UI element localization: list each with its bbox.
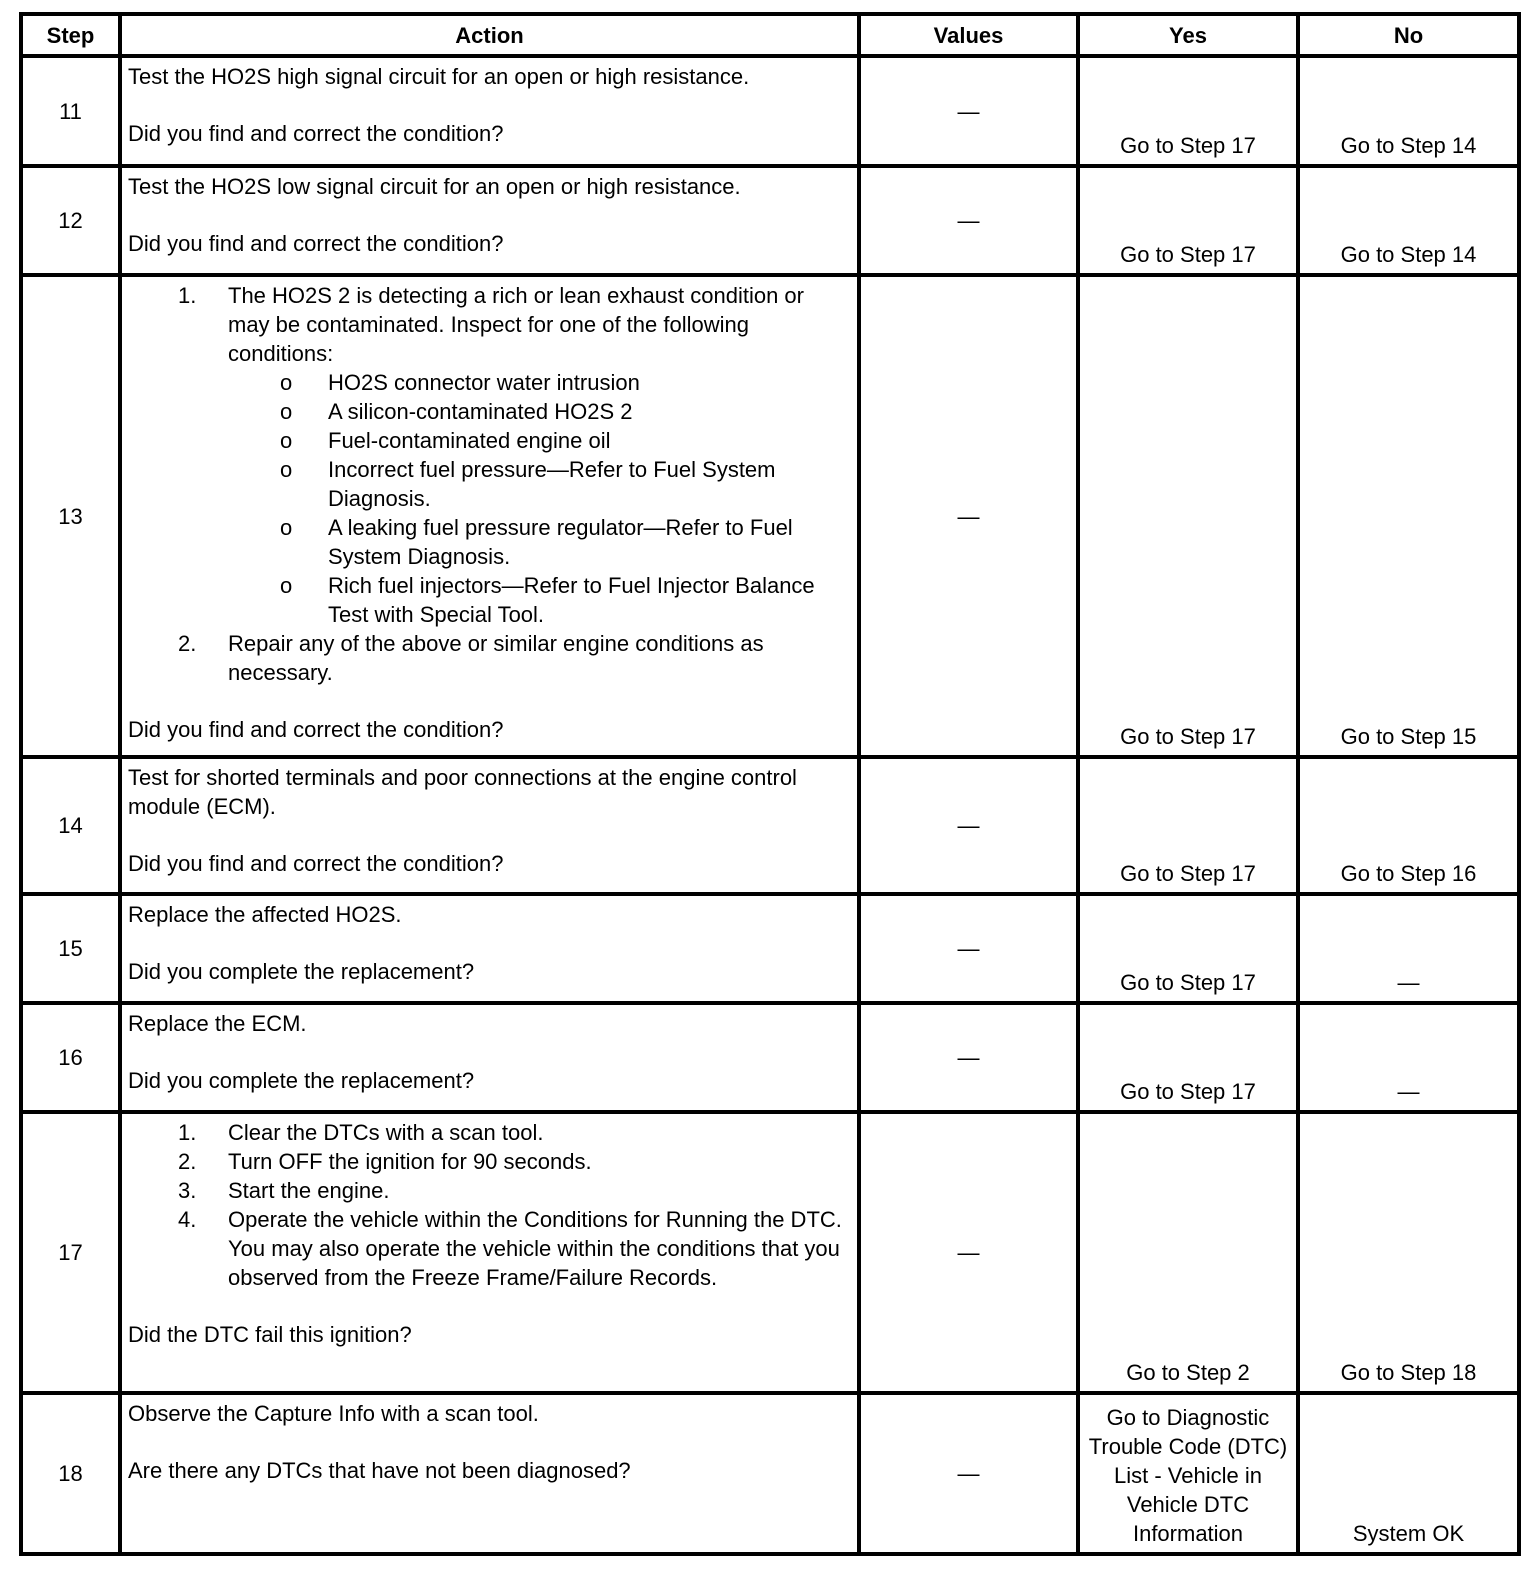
table-row [21, 1112, 1519, 1393]
yes-cell: Go to Step 17 [1078, 56, 1298, 166]
bullet-item [280, 455, 851, 513]
bullet-text: HO2S connector water intrusion [328, 370, 640, 395]
table-row [21, 894, 1519, 1003]
step-number: 13 [21, 275, 120, 757]
values-cell: — [859, 56, 1078, 166]
action-cell [120, 1112, 859, 1393]
yes-cell: Go to Step 17 [1078, 166, 1298, 275]
bullet-marker: o [280, 370, 293, 395]
numbered-list [128, 281, 851, 687]
header-values: Values [859, 14, 1078, 56]
list-number: 1. [178, 1120, 197, 1145]
action-question: Did you find and correct the condition? [128, 231, 504, 256]
list-item [178, 1176, 851, 1205]
list-number: 3. [178, 1178, 197, 1203]
values-cell: — [859, 1003, 1078, 1112]
no-cell: Go to Step 18 [1298, 1112, 1519, 1393]
bullet-marker: o [280, 573, 293, 598]
bullet-marker: o [280, 399, 293, 424]
action-text: Test for shorted terminals and poor connections at the engine control module (ECM). [128, 765, 797, 819]
list-number: 4. [178, 1207, 197, 1232]
table-row [21, 166, 1519, 275]
action-question: Did you find and correct the condition? [128, 717, 504, 742]
action-question: Did you find and correct the condition? [128, 851, 504, 876]
table-row [21, 1393, 1519, 1554]
action-text: Test the HO2S low signal circuit for an open or high resistance. [128, 174, 741, 199]
values-cell: — [859, 894, 1078, 1003]
bullet-item [280, 397, 851, 426]
yes-cell: Go to Diagnostic Trouble Code (DTC) List - Vehicle in Vehicle DTC Information [1078, 1393, 1298, 1554]
diagnostic-table [19, 12, 1521, 1556]
action-text: Test the HO2S high signal circuit for an open or high resistance. [128, 64, 750, 89]
action-question: Did the DTC fail this ignition? [128, 1322, 412, 1347]
step-number: 18 [21, 1393, 120, 1554]
header-step: Step [21, 14, 120, 56]
action-cell [120, 894, 859, 1003]
no-cell: Go to Step 14 [1298, 166, 1519, 275]
action-question: Did you complete the replacement? [128, 1068, 475, 1093]
table-row [21, 757, 1519, 894]
action-cell [120, 166, 859, 275]
bullet-text: A leaking fuel pressure regulator—Refer to Fuel System Diagnosis. [328, 515, 793, 569]
no-cell: Go to Step 16 [1298, 757, 1519, 894]
action-cell [120, 275, 859, 757]
action-text: Observe the Capture Info with a scan tool. [128, 1401, 539, 1426]
action-question: Are there any DTCs that have not been diagnosed? [128, 1458, 631, 1483]
yes-cell: Go to Step 2 [1078, 1112, 1298, 1393]
yes-cell: Go to Step 17 [1078, 757, 1298, 894]
table-row [21, 56, 1519, 166]
no-cell: — [1298, 894, 1519, 1003]
list-item [178, 1205, 851, 1292]
action-cell [120, 56, 859, 166]
list-number: 2. [178, 1149, 197, 1174]
list-text: Repair any of the above or similar engine conditions as necessary. [228, 631, 764, 685]
values-cell: — [859, 166, 1078, 275]
bullet-list [228, 368, 851, 629]
list-text: Operate the vehicle within the Conditions for Running the DTC. You may also operate the vehicle within the conditions that you observed from the Freeze Frame/Failure Records. [228, 1207, 842, 1290]
action-cell [120, 1003, 859, 1112]
step-number: 14 [21, 757, 120, 894]
header-yes: Yes [1078, 14, 1298, 56]
header-action: Action [120, 14, 859, 56]
action-question: Did you complete the replacement? [128, 959, 475, 984]
bullet-item [280, 571, 851, 629]
bullet-marker: o [280, 428, 293, 453]
yes-cell: Go to Step 17 [1078, 894, 1298, 1003]
no-cell: — [1298, 1003, 1519, 1112]
values-cell: — [859, 275, 1078, 757]
table-row [21, 1003, 1519, 1112]
step-number: 16 [21, 1003, 120, 1112]
no-cell: System OK [1298, 1393, 1519, 1554]
bullet-marker: o [280, 515, 293, 540]
bullet-marker: o [280, 457, 293, 482]
list-item [178, 1147, 851, 1176]
step-number: 12 [21, 166, 120, 275]
table-row [21, 275, 1519, 757]
no-cell: Go to Step 15 [1298, 275, 1519, 757]
numbered-list [128, 1118, 851, 1292]
list-item [178, 629, 851, 687]
step-number: 11 [21, 56, 120, 166]
action-text: Replace the ECM. [128, 1011, 307, 1036]
list-number: 1. [178, 283, 197, 308]
action-question: Did you find and correct the condition? [128, 121, 504, 146]
no-cell: Go to Step 14 [1298, 56, 1519, 166]
step-number: 15 [21, 894, 120, 1003]
bullet-text: Incorrect fuel pressure—Refer to Fuel System Diagnosis. [328, 457, 776, 511]
values-cell: — [859, 1393, 1078, 1554]
values-cell: — [859, 757, 1078, 894]
list-text: Start the engine. [228, 1178, 390, 1203]
action-cell [120, 1393, 859, 1554]
list-number: 2. [178, 631, 197, 656]
list-text: Turn OFF the ignition for 90 seconds. [228, 1149, 592, 1174]
bullet-item [280, 513, 851, 571]
bullet-item [280, 368, 851, 397]
header-row [21, 14, 1519, 56]
bullet-text: Fuel-contaminated engine oil [328, 428, 611, 453]
bullet-text: Rich fuel injectors—Refer to Fuel Injector Balance Test with Special Tool. [328, 573, 815, 627]
list-text: The HO2S 2 is detecting a rich or lean exhaust condition or may be contaminated. Inspect for one of the following conditions: [228, 283, 804, 366]
values-cell: — [859, 1112, 1078, 1393]
bullet-text: A silicon-contaminated HO2S 2 [328, 399, 633, 424]
step-number: 17 [21, 1112, 120, 1393]
bullet-item [280, 426, 851, 455]
list-text: Clear the DTCs with a scan tool. [228, 1120, 544, 1145]
action-text: Replace the affected HO2S. [128, 902, 402, 927]
list-item [178, 1118, 851, 1147]
yes-cell: Go to Step 17 [1078, 275, 1298, 757]
action-cell [120, 757, 859, 894]
list-item [178, 281, 851, 629]
header-no: No [1298, 14, 1519, 56]
yes-cell: Go to Step 17 [1078, 1003, 1298, 1112]
